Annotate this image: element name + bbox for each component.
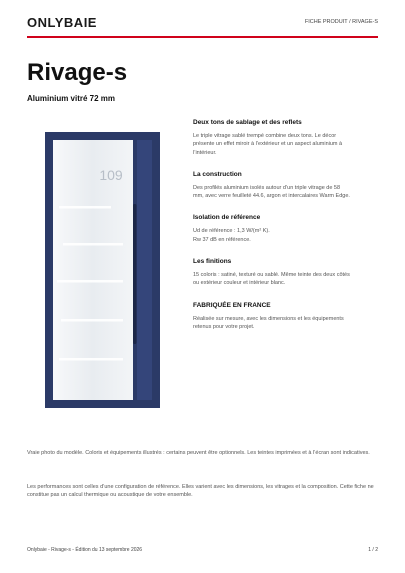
page-number: 1 / 2 [368, 547, 378, 553]
section-title: Isolation de référence [193, 214, 261, 222]
section-body: Des profilés aluminium isolés autour d’un triple vitrage de 58 mm, avec verre feuilleté 44.6, argon et intercalaires Warm Edge. [193, 184, 350, 200]
section-title: Deux tons de sablage et des reflets [193, 119, 302, 126]
product-title: Rivage-s [27, 59, 128, 86]
decor-stripe-5 [59, 358, 123, 361]
photo-disclaimer: Vraie photo du modèle. Coloris et équipements illustrés : certains peuvent être optionnels. Les teintes imprimées et à l’écran sont indicatives. [27, 450, 370, 456]
section-isolation [193, 214, 377, 244]
section-title: FABRIQUÉE EN FRANCE [193, 301, 271, 309]
section-body: 15 coloris : satiné, texturé ou sablé. Même teinte des deux côtés ou extérieur couleur et intérieur blanc. [193, 272, 350, 287]
decor-stripe-4 [61, 319, 123, 322]
decor-stripe-1 [59, 206, 111, 209]
decor-stripe-2 [63, 243, 123, 246]
section-title: La construction [193, 170, 242, 178]
section-title: Les finitions [193, 258, 232, 266]
description-column [193, 119, 377, 345]
section-finitions [193, 258, 377, 288]
section-body: Le triple vitrage sablé trempé combine deux tons. Le décor présente un effet miroir à l’extérieur et un aspect aluminium à l’intérieur. [193, 133, 343, 156]
section-sablage [193, 119, 377, 157]
section-fabrication [193, 302, 377, 332]
section-body: Réalisée sur mesure, avec les dimensions et les équipements retenus pour votre projet. [193, 315, 344, 330]
door-photo [45, 132, 160, 408]
footer-edition: Onlybaie - Rivage-s - Édition du 13 septembre 2026 [27, 547, 143, 553]
section-body: Ud de référence : 1,3 W/(m² K). Rw 37 dB en référence. [193, 228, 270, 243]
document-reference: FICHE PRODUIT / RIVAGE-S [304, 19, 378, 25]
header-divider [27, 36, 378, 38]
door-side-panel [137, 140, 152, 400]
house-number: 109 [99, 167, 123, 183]
decor-stripe-3 [57, 280, 123, 283]
performance-disclaimer: Les performances sont celles d’une configuration de référence. Elles varient avec les dimensions, les vitrages et la composition. Cette fiche ne constitue pas un calcul thermique ou acoustique de votre ensemble. [27, 484, 374, 499]
product-subtitle: Aluminium vitré 72 mm [27, 94, 116, 103]
section-construction [193, 171, 377, 201]
door-handle-bar [133, 204, 137, 344]
brand-logo: ONLYBAIE [27, 15, 97, 30]
